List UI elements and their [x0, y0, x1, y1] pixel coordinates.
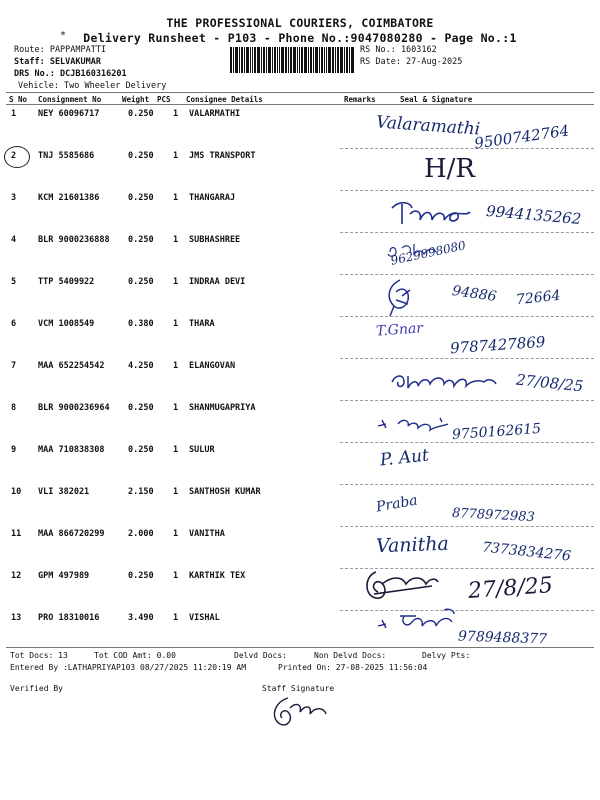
row-weight: 0.380	[128, 319, 154, 329]
row-weight: 0.250	[128, 109, 154, 119]
row-weight: 0.250	[128, 151, 154, 161]
row-consignee: VANITHA	[189, 529, 225, 539]
entered-by: Entered By :LATHAPRIYAP103 08/27/2025 11:20:19 AM	[10, 663, 247, 672]
staff-signature-label: Staff Signature	[262, 684, 335, 693]
row-consignment: PRO 18310016	[38, 613, 100, 623]
row-consignee: INDRAA DEVI	[189, 277, 246, 287]
table-row	[0, 445, 600, 459]
row-divider	[340, 274, 594, 275]
staff-label: Staff: SELVAKUMAR	[14, 57, 101, 67]
table-row	[0, 151, 600, 165]
row-divider	[340, 526, 594, 527]
handwritten-phone: 9750162615	[451, 420, 542, 444]
row-sno: 12	[11, 571, 22, 581]
row-weight: 3.490	[128, 613, 154, 623]
delivered-docs: Delvd Docs:	[234, 651, 287, 660]
table-row	[0, 529, 600, 543]
row-consignment: BLR 9000236964	[38, 403, 110, 413]
row-weight: 4.250	[128, 361, 154, 371]
row-consignment: MAA 710838308	[38, 445, 105, 455]
row-consignee: SANTHOSH KUMAR	[189, 487, 261, 497]
row-consignment: MAA 866720299	[38, 529, 105, 539]
row-consignment: VCM 1008549	[38, 319, 95, 329]
signature-scribble	[382, 276, 418, 318]
handwritten-phone: 9629098080	[389, 238, 467, 268]
row-consignment: NEY 60096717	[38, 109, 100, 119]
row-pcs: 1	[173, 277, 179, 287]
row-divider	[340, 484, 594, 485]
row-consignee: THARA	[189, 319, 215, 329]
row-sno: 2	[11, 151, 17, 161]
barcode	[230, 47, 355, 73]
header-rule-bottom	[6, 104, 594, 105]
col-remarks: Remarks	[344, 95, 376, 104]
footer-rule	[6, 647, 594, 648]
col-weight: Weight	[122, 95, 150, 104]
row-weight: 0.250	[128, 403, 154, 413]
signature-scribble	[376, 414, 456, 436]
table-row	[0, 403, 600, 417]
route-label: Route: PAPPAMPATTI	[14, 45, 107, 55]
table-row	[0, 277, 600, 291]
row-pcs: 1	[173, 613, 179, 623]
signature-scribble	[388, 368, 508, 394]
row-consignment: GPM 497989	[38, 571, 90, 581]
row-sno: 7	[11, 361, 17, 371]
handwritten-phone: 9500742764	[473, 121, 571, 153]
row-consignee: KARTHIK TEX	[189, 571, 246, 581]
runsheet-title: Delivery Runsheet - P103 - Phone No.:9047080280 - Page No.:1	[83, 31, 517, 45]
row-consignment: TNJ 5585686	[38, 151, 95, 161]
row-divider	[340, 232, 594, 233]
signature-scribble	[388, 198, 478, 228]
col-seal-signature: Seal & Signature	[400, 95, 473, 104]
row-sno: 1	[11, 109, 17, 119]
row-weight: 0.250	[128, 235, 154, 245]
col-consignee: Consignee Details	[186, 95, 263, 104]
col-consignment: Consignment No	[38, 95, 102, 104]
handwritten-date: 27/8/25	[467, 573, 554, 604]
table-row	[0, 361, 600, 375]
table-row	[0, 109, 600, 123]
row-consignee: THANGARAJ	[189, 193, 236, 203]
handwritten-phone: 9789488377	[457, 628, 548, 648]
table-row	[0, 487, 600, 501]
row-sno: 6	[11, 319, 17, 329]
row-pcs: 1	[173, 109, 179, 119]
table-row	[0, 613, 600, 627]
row-pcs: 1	[173, 235, 179, 245]
row-consignee: SULUR	[189, 445, 215, 455]
signature-scribble	[362, 566, 442, 604]
handwritten-phone: 9944135262	[485, 201, 583, 229]
row-consignment: TTP 5409922	[38, 277, 95, 287]
row-pcs: 1	[173, 445, 179, 455]
row-divider	[340, 316, 594, 317]
handwritten-name: T.Gnar	[375, 320, 424, 340]
handwritten-phone: 94886	[451, 282, 498, 306]
drs-number: DRS No.: DCJB160316201	[14, 69, 127, 79]
row-consignee: ELANGOVAN	[189, 361, 236, 371]
handwritten-phone: 8778972983	[451, 505, 536, 526]
row-divider	[340, 148, 594, 149]
handwritten-name: Praba	[374, 492, 419, 516]
handwritten-name: Vanitha	[375, 532, 450, 558]
row-pcs: 1	[173, 571, 179, 581]
circle-annotation	[4, 146, 30, 168]
row-weight: 0.250	[128, 277, 154, 287]
row-pcs: 1	[173, 529, 179, 539]
row-sno: 10	[11, 487, 22, 497]
staff-signature-scribble	[266, 694, 330, 730]
row-consignee: SHANMUGAPRIYA	[189, 403, 256, 413]
row-consignment: KCM 21601386	[38, 193, 100, 203]
row-consignee: SUBHASHREE	[189, 235, 241, 245]
row-sno: 8	[11, 403, 17, 413]
row-divider	[340, 190, 594, 191]
star-mark: *	[60, 30, 67, 41]
row-divider	[340, 400, 594, 401]
header-rule-top	[6, 92, 594, 93]
handwritten-name: P. Aut	[379, 445, 430, 471]
tot-docs: Tot Docs: 13	[10, 651, 68, 660]
row-sno: 11	[11, 529, 22, 539]
row-pcs: 1	[173, 193, 179, 203]
col-pcs: PCS	[157, 95, 171, 104]
table-row	[0, 319, 600, 333]
row-pcs: 1	[173, 319, 179, 329]
handwritten-phone: 72664	[515, 287, 562, 309]
vehicle-label: Vehicle: Two Wheeler Delivery	[18, 81, 167, 91]
company-title: THE PROFESSIONAL COURIERS, COIMBATORE	[166, 16, 434, 30]
row-sno: 9	[11, 445, 17, 455]
table-row	[0, 235, 600, 249]
row-consignment: MAA 652254542	[38, 361, 105, 371]
printed-on: Printed On: 27-08-2025 11:56:04	[278, 663, 428, 672]
row-sno: 5	[11, 277, 17, 287]
row-pcs: 1	[173, 403, 179, 413]
signature-scribble	[374, 606, 464, 634]
col-sno: S No	[9, 95, 28, 104]
row-consignment: VLI 382021	[38, 487, 90, 497]
row-weight: 2.000	[128, 529, 154, 539]
handwritten-name: Valaramathi	[375, 112, 481, 140]
row-divider	[340, 442, 594, 443]
row-sno: 3	[11, 193, 17, 203]
handwritten-phone: 9787427869	[449, 332, 546, 358]
rs-date: RS Date: 27-Aug-2025	[360, 57, 463, 67]
row-pcs: 1	[173, 151, 179, 161]
row-consignment: BLR 9000236888	[38, 235, 110, 245]
handwritten-phone: 7373834276	[481, 539, 572, 565]
delivery-points: Delvy Pts:	[422, 651, 471, 660]
row-divider	[340, 358, 594, 359]
row-weight: 2.150	[128, 487, 154, 497]
verified-by-label: Verified By	[10, 684, 63, 693]
row-pcs: 1	[173, 361, 179, 371]
row-weight: 0.250	[128, 571, 154, 581]
rs-number: RS No.: 1603162	[360, 45, 437, 55]
handwritten-remark: H/R	[424, 154, 476, 184]
row-consignee: VALARMATHI	[189, 109, 241, 119]
tot-cod-amount: Tot COD Amt: 0.00	[94, 651, 176, 660]
row-pcs: 1	[173, 487, 179, 497]
row-sno: 4	[11, 235, 17, 245]
row-weight: 0.250	[128, 193, 154, 203]
row-sno: 13	[11, 613, 22, 623]
row-consignee: VISHAL	[189, 613, 220, 623]
row-consignee: JMS TRANSPORT	[189, 151, 256, 161]
row-weight: 0.250	[128, 445, 154, 455]
non-delivered-docs: Non Delvd Docs:	[314, 651, 387, 660]
handwritten-date: 27/08/25	[515, 370, 585, 396]
